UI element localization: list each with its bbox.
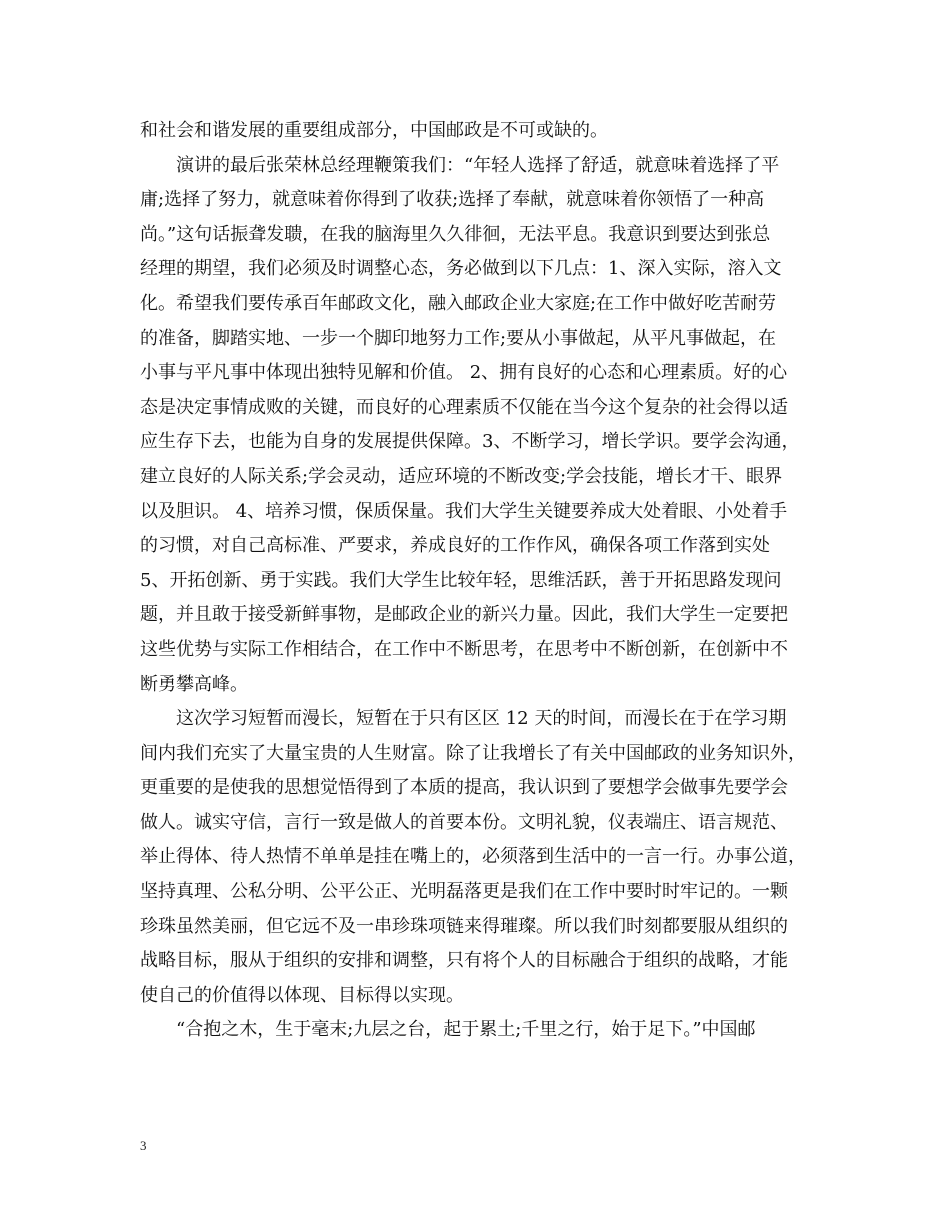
page-number: 3 bbox=[140, 1138, 147, 1153]
text-line: 珍珠虽然美丽，但它远不及一串珍珠项链来得璀璨。所以我们时刻都要服从组织的 bbox=[140, 915, 788, 937]
text-line: 经理的期望，我们必须及时调整心态，务必做到以下几点：1、深入实际，溶入文 bbox=[140, 258, 782, 280]
text-line: 应生存下去，也能为自身的发展提供保障。3、不断学习，增长学识。要学会沟通， bbox=[140, 431, 800, 453]
text-line: 庸;选择了努力，就意味着你得到了收获;选择了奉献，就意味着你领悟了一种高 bbox=[140, 189, 765, 211]
text-line: 的准备，脚踏实地、一步一个脚印地努力工作;要从小事做起，从平凡事做起，在 bbox=[140, 327, 777, 349]
text-line: 建立良好的人际关系;学会灵动，适应环境的不断改变;学会技能，增长才干、眼界 bbox=[140, 465, 783, 487]
text-line: 举止得体、待人热情不单单是挂在嘴上的，必须落到生活中的一言一行。办事公道， bbox=[140, 846, 806, 868]
text-line: 5、开拓创新、勇于实践。我们大学生比较年轻，思维活跃，善于开拓思路发现问 bbox=[140, 569, 782, 591]
text-line: 以及胆识。 4、培养习惯，保质保量。我们大学生关键要养成大处着眼、小处着手 bbox=[140, 500, 788, 522]
document-body bbox=[140, 114, 820, 1048]
text-line: 这次学习短暂而漫长，短暂在于只有区区 12 天的时间，而漫长在于在学习期 bbox=[176, 708, 787, 730]
paragraph bbox=[140, 114, 820, 149]
text-line: 演讲的最后张荣林总经理鞭策我们：“年轻人选择了舒适，就意味着选择了平 bbox=[176, 154, 780, 176]
paragraph bbox=[140, 149, 820, 703]
text-line: 间内我们充实了大量宝贵的人生财富。除了让我增长了有关中国邮政的业务知识外， bbox=[140, 742, 806, 764]
text-line: 尚。”这句话振聋发聩，在我的脑海里久久徘徊，无法平息。我意识到要达到张总 bbox=[140, 223, 771, 245]
text-line: 更重要的是使我的思想觉悟得到了本质的提高，我认识到了要想学会做事先要学会 bbox=[140, 777, 788, 799]
text-line: 这些优势与实际工作相结合，在工作中不断思考，在思考中不断创新，在创新中不 bbox=[140, 638, 788, 660]
paragraph bbox=[140, 702, 820, 1013]
text-line: 题，并且敢于接受新鲜事物，是邮政企业的新兴力量。因此，我们大学生一定要把 bbox=[140, 604, 788, 626]
text-line: 做人。诚实守信，言行一致是做人的首要本份。文明礼貌，仪表端庄、语言规范、 bbox=[140, 811, 788, 833]
paragraph bbox=[140, 1013, 820, 1048]
text-line: 态是决定事情成败的关键，而良好的心理素质不仅能在当今这个复杂的社会得以适 bbox=[140, 396, 788, 418]
text-line: 和社会和谐发展的重要组成部分，中国邮政是不可或缺的。 bbox=[140, 120, 608, 141]
text-line: 断勇攀高峰。 bbox=[140, 673, 248, 695]
text-line: 使自己的价值得以体现、目标得以实现。 bbox=[140, 984, 464, 1006]
text-line: 战略目标，服从于组织的安排和调整，只有将个人的目标融合于组织的战略，才能 bbox=[140, 950, 788, 972]
text-line: 化。希望我们要传承百年邮政文化，融入邮政企业大家庭;在工作中做好吃苦耐劳 bbox=[140, 292, 777, 314]
text-line: 的习惯，对自己高标准、严要求，养成良好的工作作风，确保各项工作落到实处 bbox=[140, 535, 770, 557]
text-line: 坚持真理、公私分明、公平公正、光明磊落更是我们在工作中要时时牢记的。一颗 bbox=[140, 881, 788, 903]
text-line: “合抱之木，生于毫末;九层之台，起于累土;千里之行，始于足下。”中国邮 bbox=[176, 1019, 756, 1041]
text-line: 小事与平凡事中体现出独特见解和价值。 2、拥有良好的心态和心理素质。好的心 bbox=[140, 362, 788, 384]
